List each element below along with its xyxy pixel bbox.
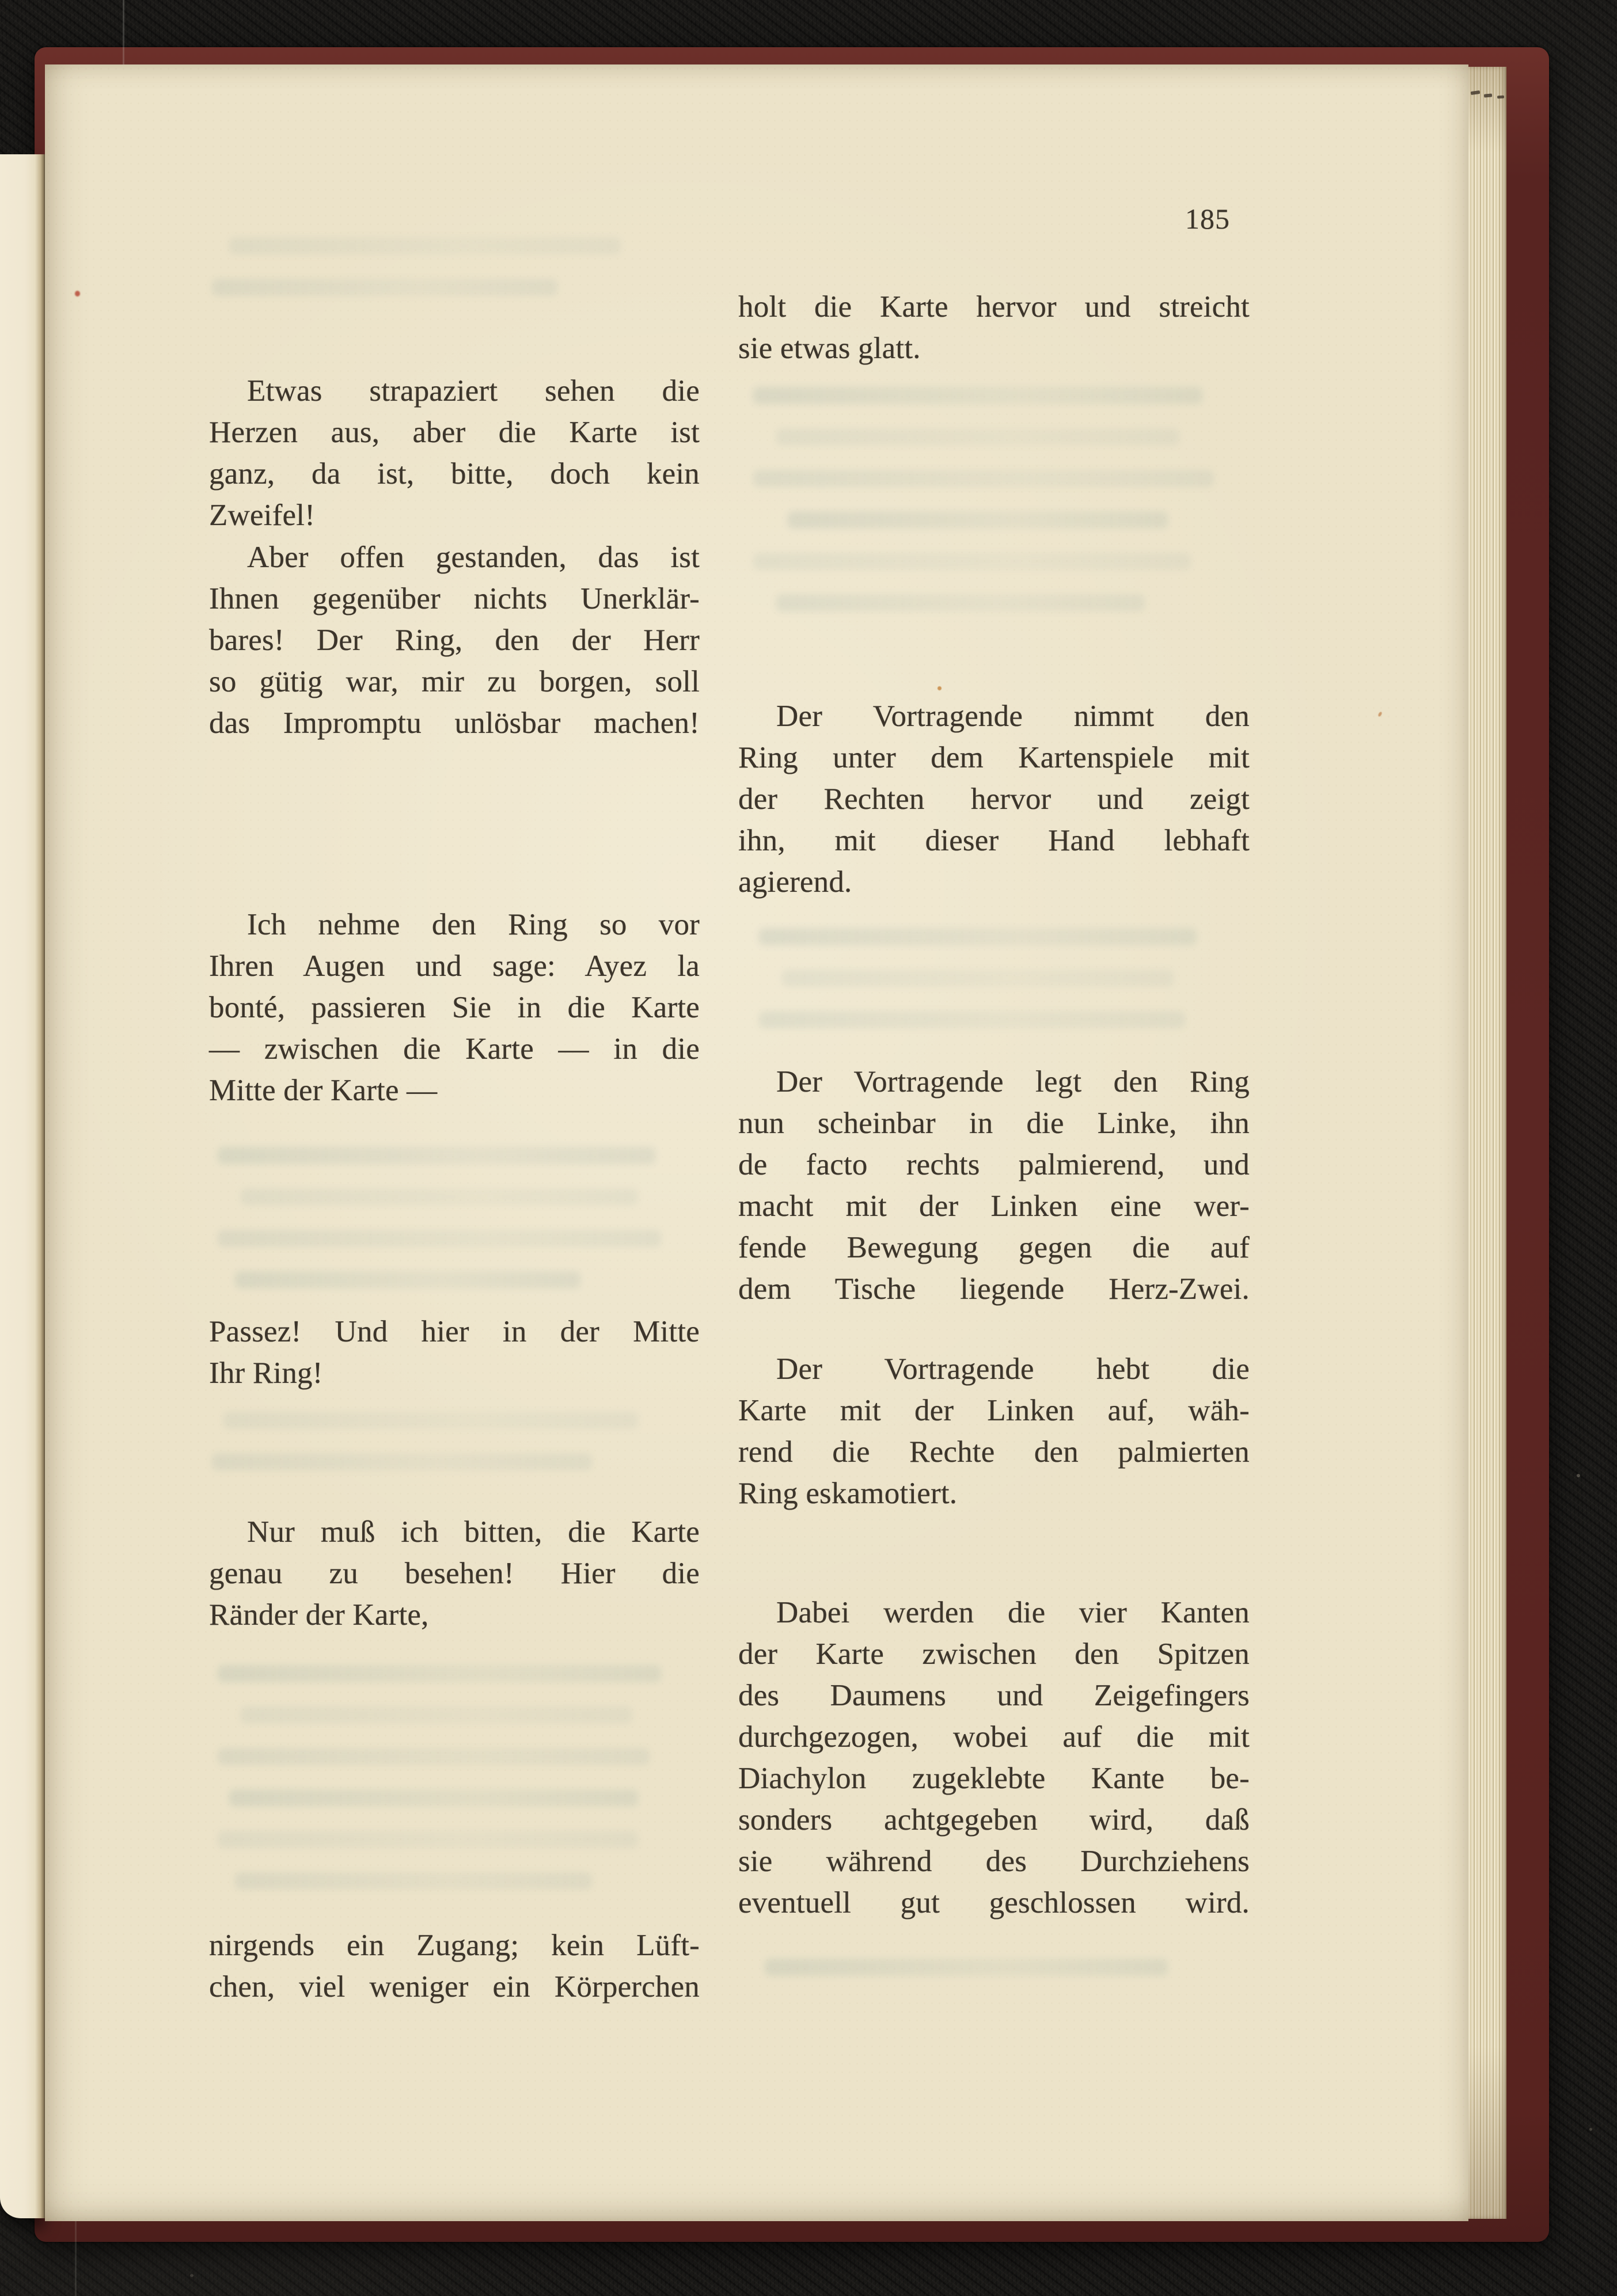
text-line: Dabei werden die vier Kanten (776, 1596, 1250, 1629)
text-line: agierend. (738, 865, 852, 899)
show-through-line (753, 387, 1202, 404)
facing-page-edge (0, 154, 45, 2218)
fore-edge-ink-mark (1497, 96, 1504, 99)
show-through-line (759, 928, 1197, 945)
text-line: bares! Der Ring, den der Herr (209, 624, 700, 657)
direction-paragraph (738, 1592, 1250, 1924)
direction-paragraph (738, 286, 1250, 369)
text-line: Ihren Augen und sage: Ayez la (209, 949, 700, 983)
show-through-line (753, 470, 1214, 487)
show-through-line (782, 970, 1174, 987)
text-line: Ring eskamotiert. (738, 1477, 958, 1510)
show-through-line (753, 553, 1191, 570)
text-line: genau zu besehen! Hier die (209, 1557, 700, 1590)
text-line: durchgezogen, wobei auf die mit (738, 1720, 1250, 1754)
text-line: Der Vortragende legt den Ring (776, 1065, 1250, 1098)
page-number: 185 (1185, 203, 1230, 235)
text-line: Ränder der Karte, (209, 1598, 429, 1632)
page-edges (1468, 67, 1506, 2219)
text-line: — zwischen die Karte — in die (209, 1032, 700, 1066)
patter-paragraph (209, 1311, 700, 1394)
text-line: holt die Karte hervor und streicht (738, 290, 1250, 324)
show-through-line (788, 511, 1168, 529)
text-line: macht mit der Linken eine wer- (738, 1189, 1250, 1223)
show-through-line (241, 1706, 632, 1724)
text-line: Ich nehme den Ring so vor (247, 908, 700, 941)
red-ink-speck (75, 291, 80, 296)
fore-edge-ink-mark (1484, 93, 1492, 97)
text-line: sonders achtgegeben wird, daß (738, 1803, 1250, 1837)
show-through-line (235, 1872, 592, 1890)
text-line: Ihr Ring! (209, 1356, 323, 1390)
text-line: eventuell gut geschlossen wird. (738, 1886, 1250, 1919)
text-line: ganz, da ist, bitte, doch kein (209, 457, 700, 491)
text-line: das Impromptu unlösbar machen! (209, 706, 700, 740)
text-line: dem Tische liegende Herz-Zwei. (738, 1272, 1250, 1306)
text-line: ihn, mit dieser Hand lebhaft (738, 824, 1250, 857)
dust-speck (1589, 2128, 1592, 2131)
text-line: bonté, passieren Sie in die Karte (209, 991, 700, 1024)
text-line: Aber offen gestanden, das ist (247, 541, 700, 574)
text-line: nirgends ein Zugang; kein Lüft- (209, 1929, 700, 1962)
show-through-line (223, 1412, 638, 1429)
text-line: Der Vortragende hebt die (776, 1352, 1250, 1386)
patter-paragraph (209, 1511, 700, 1636)
text-line: des Daumens und Zeigefingers (738, 1679, 1250, 1712)
patter-paragraph (209, 370, 700, 536)
direction-paragraph (738, 1348, 1250, 1514)
text-line: Ring unter dem Kartenspiele mit (738, 741, 1250, 774)
show-through-line (241, 1188, 638, 1206)
text-line: Herzen aus, aber die Karte ist (209, 416, 700, 449)
dust-speck (190, 2274, 193, 2277)
text-line: der Rechten hervor und zeigt (738, 782, 1250, 816)
show-through-line (765, 1959, 1168, 1976)
show-through-line (218, 1147, 655, 1164)
text-line: Karte mit der Linken auf, wäh- (738, 1394, 1250, 1427)
paper-speck (937, 686, 942, 690)
show-through-line (229, 1789, 638, 1807)
text-line: Passez! Und hier in der Mitte (209, 1315, 700, 1348)
text-line: Ihnen gegenüber nichts Unerklär- (209, 582, 700, 615)
dust-speck (1577, 1474, 1580, 1477)
text-line: Zweifel! (209, 499, 316, 532)
show-through-line (218, 1831, 638, 1848)
show-through-line (212, 279, 557, 296)
text-line: der Karte zwischen den Spitzen (738, 1637, 1250, 1671)
show-through-line (218, 1748, 650, 1765)
direction-paragraph (738, 695, 1250, 903)
text-line: nun scheinbar in die Linke, ihn (738, 1107, 1250, 1140)
text-line: sie etwas glatt. (738, 332, 921, 365)
show-through-line (776, 428, 1179, 446)
show-through-line (229, 237, 621, 254)
text-line: Etwas strapaziert sehen die (247, 374, 700, 408)
text-line: rend die Rechte den palmierten (738, 1435, 1250, 1469)
text-line: chen, viel weniger ein Körperchen (209, 1970, 700, 2004)
text-line: so gütig war, mir zu borgen, soll (209, 665, 700, 698)
show-through-line (776, 594, 1145, 611)
text-line: de facto rechts palmierend, und (738, 1148, 1250, 1181)
show-through-line (235, 1271, 580, 1288)
paper-speck (1377, 711, 1383, 717)
text-line: Der Vortragende nimmt den (776, 700, 1250, 733)
text-line: fende Bewegung gegen die auf (738, 1231, 1250, 1264)
show-through-line (218, 1230, 661, 1247)
text-line: Diachylon zugeklebte Kante be- (738, 1762, 1250, 1795)
text-line: Nur muß ich bitten, die Karte (247, 1515, 700, 1549)
text-line: sie während des Durchziehens (738, 1845, 1250, 1878)
patter-paragraph (209, 1925, 700, 2008)
show-through-line (218, 1665, 661, 1682)
glass-edge (123, 0, 124, 66)
patter-paragraph (209, 904, 700, 1111)
text-line: Mitte der Karte — (209, 1074, 438, 1107)
direction-paragraph (738, 1061, 1250, 1310)
book-page (45, 64, 1468, 2221)
patter-paragraph (209, 537, 700, 744)
show-through-line (212, 1453, 592, 1470)
show-through-line (759, 1011, 1185, 1028)
